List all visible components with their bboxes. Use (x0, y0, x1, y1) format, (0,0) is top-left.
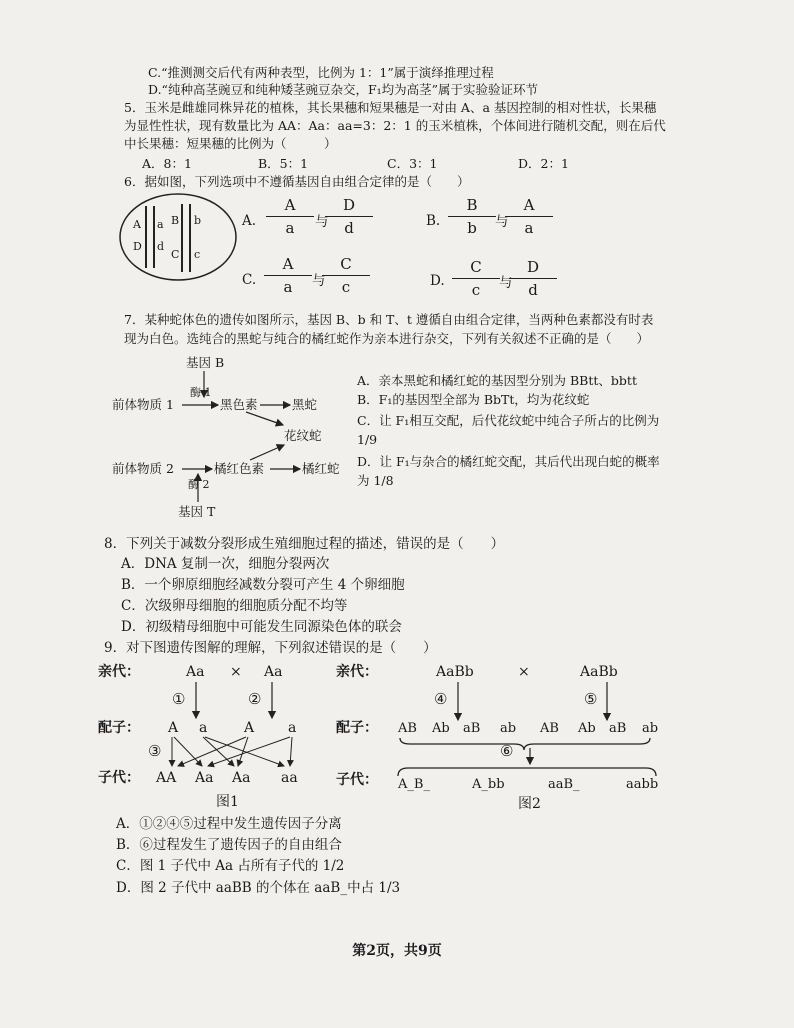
fig2-gamete-4: ab (500, 721, 517, 736)
q7-black-snake: 黑蛇 (292, 397, 318, 412)
q6-stem: 6．据如图，下列选项中不遵循基因自由组合定律的是（ ） (124, 174, 470, 189)
fig2-gamete-3: aB (463, 721, 481, 736)
q7-option-d-line1: D．让 F₁与杂合的橘红蛇交配，其后代出现白蛇的概率 (357, 454, 660, 469)
q7-stem-line1: 7．某种蛇体色的遗传如图所示，基因 B、b 和 T、t 遵循自由组合定律，当两种色素都没有时表 (124, 312, 654, 327)
q6-option-a-frac2: D d (325, 196, 373, 237)
q7-gene-b: 基因 B (186, 355, 225, 370)
q5-option-c: C．3：1 (387, 156, 438, 171)
fig2-offspring-label: 子代： (336, 772, 378, 788)
fig2-step-6: ⑥ (500, 742, 514, 760)
fig2-step-5: ⑤ (584, 690, 598, 708)
cell-label-A: A (133, 218, 141, 231)
fig2-gamete-2: Ab (432, 721, 450, 736)
q6-option-b-frac2: A a (505, 196, 553, 237)
q5-stem-line1: 5．玉米是雌雄同株异花的植株，其长果穗和短果穗是一对由 A、a 基因控制的相对性状，长果穗 (124, 100, 657, 115)
q7-enzyme-2: 酶 2 (188, 478, 210, 491)
q6-option-c-frac2: C c (322, 255, 370, 296)
q7-option-c-line1: C．让 F₁相互交配，后代花纹蛇中纯合子所占的比例为 (357, 413, 660, 428)
q4-option-c: C.“推测测交后代有两种表型，比例为 1：1”属于演绎推理过程 (148, 65, 494, 80)
q7-gene-t: 基因 T (178, 504, 216, 519)
q6-option-d-frac2: D d (509, 258, 557, 299)
fig2-parent-label: 亲代： (336, 664, 378, 680)
q5-option-a: A．8：1 (142, 156, 192, 171)
fig2-gamete-8: ab (642, 721, 659, 736)
q6-option-d-with: 与 (499, 275, 513, 291)
q6-option-c-frac1: A a (264, 255, 312, 296)
cell-label-C: C (171, 248, 180, 261)
page-footer: 第2页，共9页 (352, 943, 442, 959)
q7-striped-snake: 花纹蛇 (284, 428, 322, 443)
q6-option-a-label: A. (242, 213, 257, 229)
q9-option-b: B．⑥过程发生了遗传因子的自由组合 (116, 837, 342, 853)
fig2-gamete-1: AB (398, 721, 417, 736)
fig2-offspring-1: A_B_ (398, 777, 430, 792)
q7-precursor-1: 前体物质 1 (112, 397, 174, 412)
q6-option-d-label: D. (430, 273, 445, 289)
fig2-gamete-7: aB (609, 721, 627, 736)
fig1-gamete-1: A (168, 720, 179, 736)
q7-option-d-line2: 为 1/8 (357, 473, 394, 488)
q7-option-c-line2: 1/9 (357, 432, 378, 447)
q8-option-a: A．DNA 复制一次，细胞分裂两次 (121, 556, 330, 572)
fig1-step-2: ② (248, 690, 262, 708)
fig1-parent-1: Aa (186, 664, 205, 680)
q8-option-c: C．次级卵母细胞的细胞质分配不均等 (121, 598, 348, 614)
cell-label-d: d (157, 240, 165, 253)
q5-stem-line2: 为显性性状，现有数量比为 AA：Aa：aa=3：2：1 的玉米植株，个体间进行随机交配，则在后代 (124, 118, 666, 133)
fig1-caption: 图1 (216, 794, 239, 810)
q9-figure-1 (98, 660, 330, 810)
cell-label-b: b (194, 214, 202, 227)
q7-enzyme-1: 酶 1 (190, 386, 212, 399)
fig1-offspring-1: AA (156, 770, 177, 786)
q5-option-d: D．2：1 (518, 156, 569, 171)
fig2-gamete-6: Ab (578, 721, 596, 736)
q9-stem: 9．对下图遗传图解的理解，下列叙述错误的是（ ） (104, 640, 437, 656)
fig1-step-3: ③ (148, 742, 162, 760)
fig2-offspring-4: aabb (626, 777, 659, 792)
q5-stem-line3: 中长果穗：短果穗的比例为（ ） (124, 136, 337, 151)
fig1-offspring-2: Aa (195, 770, 214, 786)
q9-option-a: A．①②④⑤过程中发生遗传因子分离 (116, 816, 342, 832)
q6-option-c-with: 与 (312, 273, 326, 289)
fig2-parent-2: AaBb (580, 664, 618, 680)
q8-stem: 8．下列关于减数分裂形成生殖细胞过程的描述，错误的是（ ） (104, 536, 505, 552)
q7-black-pigment: 黑色素 (220, 397, 258, 412)
cell-label-B: B (171, 214, 180, 227)
fig1-gamete-4: a (288, 720, 297, 736)
q6-option-b-label: B. (426, 213, 441, 229)
q6-cell-diagram (118, 192, 240, 284)
fig2-bottom-brace (398, 768, 656, 776)
q6-option-a-frac1: A a (266, 196, 314, 237)
fig1-offspring-3: Aa (232, 770, 251, 786)
q7-precursor-2: 前体物质 2 (112, 461, 174, 476)
fig1-parent-label: 亲代： (98, 664, 140, 680)
q7-orange-pigment: 橘红色素 (214, 461, 265, 476)
fig2-gamete-label: 配子： (336, 720, 378, 736)
q7-option-b: B．F₁的基因型全部为 BbTt，均为花纹蛇 (357, 392, 590, 407)
fig1-step-1: ① (172, 690, 186, 708)
fig1-offspring-4: aa (281, 770, 298, 786)
q6-option-d-frac1: C c (452, 258, 500, 299)
fig2-gamete-5: AB (540, 721, 559, 736)
fig1-gamete-2: a (199, 720, 208, 736)
fig2-step-4: ④ (434, 690, 448, 708)
q6-option-c-label: C. (242, 272, 257, 288)
q9-option-d: D．图 2 子代中 aaBB 的个体在 aaB_中占 1/3 (116, 880, 401, 896)
q4-option-d: D.“纯种高茎豌豆和纯种矮茎豌豆杂交，F₁均为高茎”属于实验验证环节 (148, 82, 539, 97)
q6-option-b-frac1: B b (448, 196, 496, 237)
fig1-cross: × (230, 664, 242, 680)
fig1-gamete-3: A (244, 720, 255, 736)
fig2-top-brace (400, 738, 650, 750)
q6-option-b-with: 与 (495, 214, 509, 230)
fig2-offspring-2: A_bb (472, 777, 505, 792)
cell-label-c: c (194, 248, 201, 261)
q9-figure-2 (330, 660, 670, 810)
fig1-gamete-label: 配子： (98, 720, 140, 736)
fig2-parent-1: AaBb (436, 664, 474, 680)
q7-pathway-diagram (108, 352, 356, 524)
fig1-offspring-label: 子代： (98, 770, 140, 786)
fig2-caption: 图2 (518, 796, 541, 810)
q9-option-c: C．图 1 子代中 Aa 占所有子代的 1/2 (116, 858, 345, 874)
cell-label-a: a (157, 218, 164, 231)
fig1-parent-2: Aa (264, 664, 283, 680)
q7-orange-snake: 橘红蛇 (302, 461, 340, 476)
q8-option-b: B．一个卵原细胞经减数分裂可产生 4 个卵细胞 (121, 577, 405, 593)
q7-option-a: A．亲本黑蛇和橘红蛇的基因型分别为 BBtt、bbtt (357, 373, 637, 388)
q6-option-a-with: 与 (315, 214, 329, 230)
q8-option-d: D．初级精母细胞中可能发生同源染色体的联会 (121, 619, 402, 635)
cell-label-D: D (133, 240, 142, 253)
q5-option-b: B．5：1 (258, 156, 309, 171)
fig2-cross: × (518, 664, 530, 680)
fig2-offspring-3: aaB_ (548, 777, 580, 792)
q7-stem-line2: 现为白色。选纯合的黑蛇与纯合的橘红蛇作为亲本进行杂交，下列有关叙述不正确的是（ ） (124, 331, 650, 346)
